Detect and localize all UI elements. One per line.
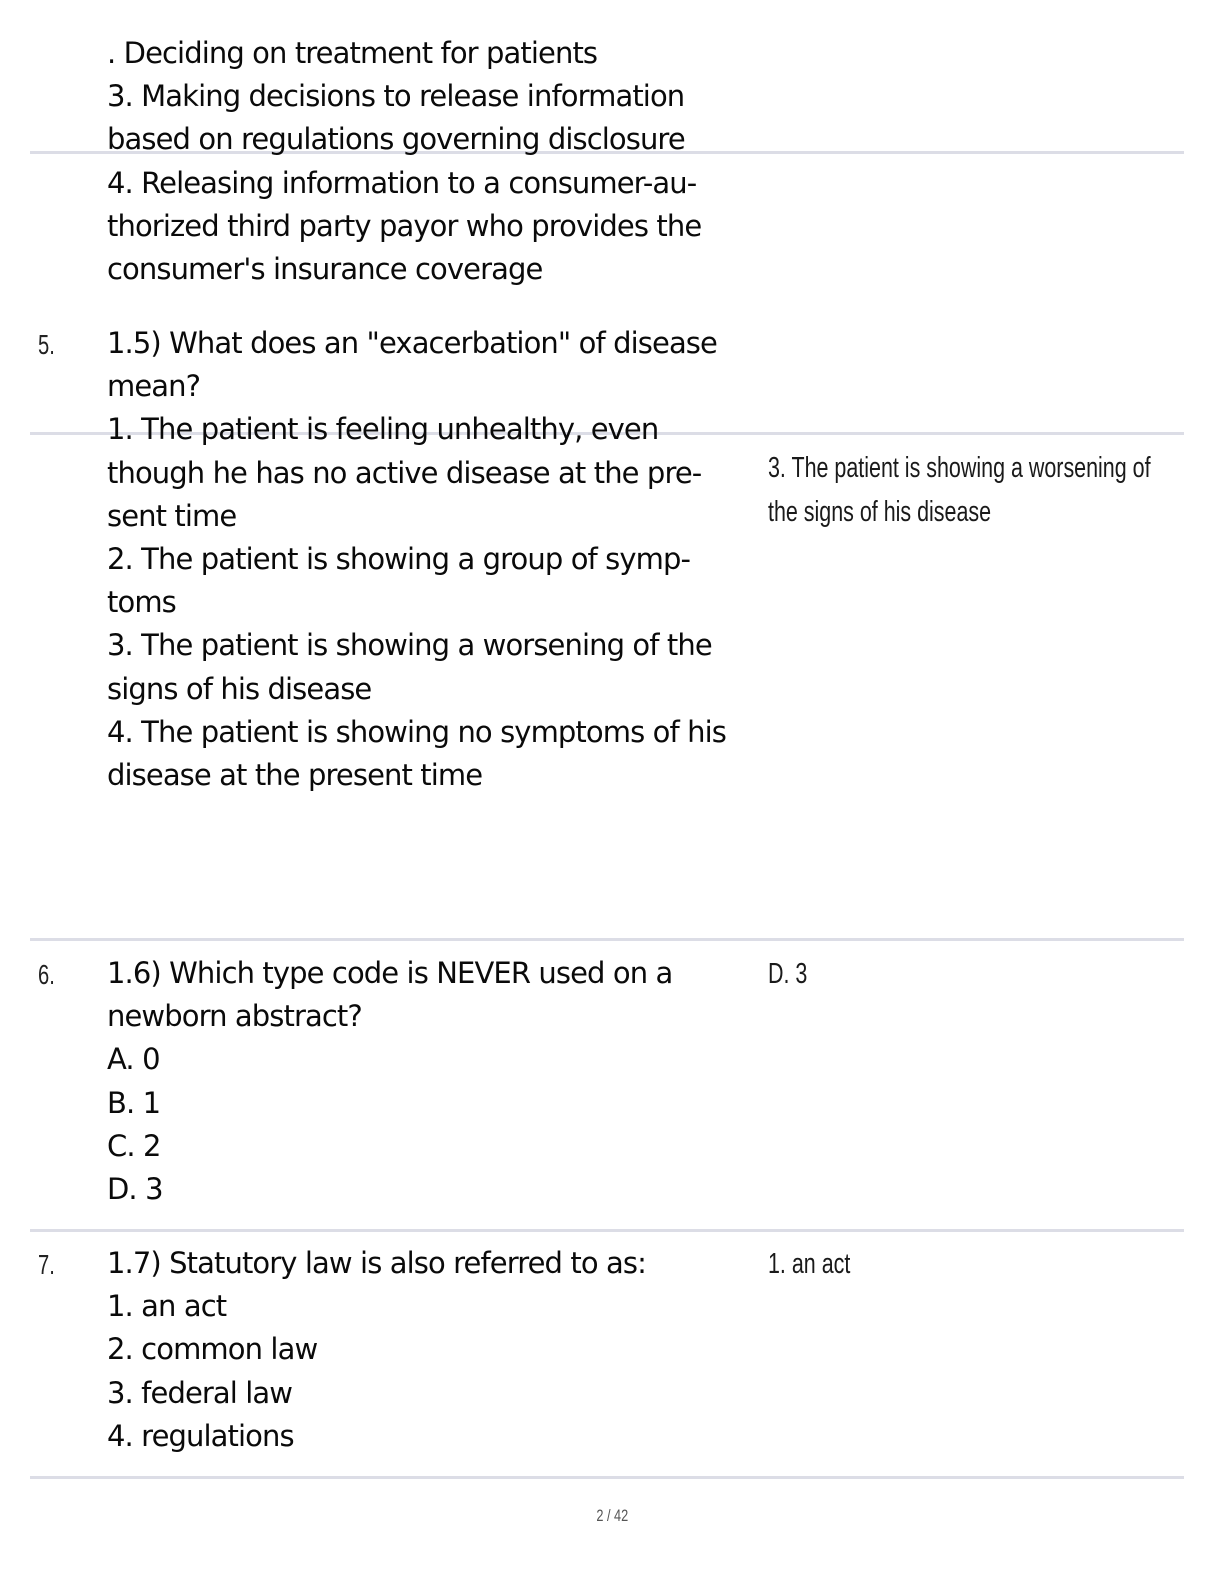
- text-line: disease at the present time: [107, 758, 483, 793]
- text-line: based on regulations governing disclosure: [107, 122, 685, 157]
- page-footer: [0, 1506, 1224, 1526]
- text-line: toms: [107, 585, 176, 620]
- text-line: 4. Releasing information to a consumer-au-: [107, 165, 697, 200]
- question-text: [107, 322, 767, 797]
- text-line: thorized third party payor who provides the: [107, 208, 702, 243]
- text-line: 3. federal law: [107, 1375, 293, 1410]
- text-line: B. 1: [107, 1085, 161, 1120]
- question-number: 7.: [38, 1249, 55, 1280]
- text-line: A. 0: [107, 1042, 160, 1077]
- divider-3: [30, 938, 1184, 941]
- answer-line: the signs of his disease: [768, 496, 992, 528]
- text-line: 2. The patient is showing a group of symp-: [107, 542, 691, 577]
- text-line: 4. regulations: [107, 1418, 294, 1453]
- page-indicator: 2 / 42: [596, 1506, 628, 1525]
- question-number: 6.: [38, 959, 55, 990]
- text-line: signs of his disease: [107, 671, 372, 706]
- question-text: [107, 1242, 767, 1458]
- answer-line: 3. The patient is showing a worsening of: [768, 452, 1151, 484]
- text-line: mean?: [107, 369, 201, 404]
- text-line: 4. The patient is showing no symptoms of his: [107, 714, 726, 749]
- text-line: 1. The patient is feeling unhealthy, even: [107, 412, 659, 447]
- question-number: 5.: [38, 329, 55, 360]
- text-line: sent time: [107, 498, 237, 533]
- text-line: 1.6) Which type code is NEVER used on a: [107, 956, 673, 990]
- text-line: consumer's insurance coverage: [107, 252, 543, 287]
- text-line: 1.5) What does an "exacerbation" of disease: [107, 326, 717, 360]
- text-line: 3. The patient is showing a worsening of the: [107, 628, 712, 663]
- divider-5: [30, 1476, 1184, 1479]
- continued-question-text: [107, 32, 767, 291]
- text-line: 2. common law: [107, 1332, 318, 1367]
- text-line: 1. an act: [107, 1289, 227, 1324]
- answer-text: [768, 446, 1212, 534]
- answer-line: 1. an act: [768, 1248, 851, 1280]
- text-line: 1.7) Statutory law is also referred to as:: [107, 1246, 646, 1280]
- answer-line: D. 3: [768, 958, 808, 990]
- text-line: D. 3: [107, 1172, 163, 1207]
- divider-4: [30, 1229, 1184, 1232]
- answer-text: [768, 1242, 1212, 1286]
- text-line: newborn abstract?: [107, 999, 362, 1034]
- answer-text: [768, 952, 1212, 996]
- text-line: . Deciding on treatment for patients: [107, 36, 598, 70]
- text-line: C. 2: [107, 1128, 161, 1163]
- text-line: 3. Making decisions to release information: [107, 79, 685, 114]
- text-line: though he has no active disease at the pre-: [107, 455, 702, 490]
- question-text: [107, 952, 767, 1211]
